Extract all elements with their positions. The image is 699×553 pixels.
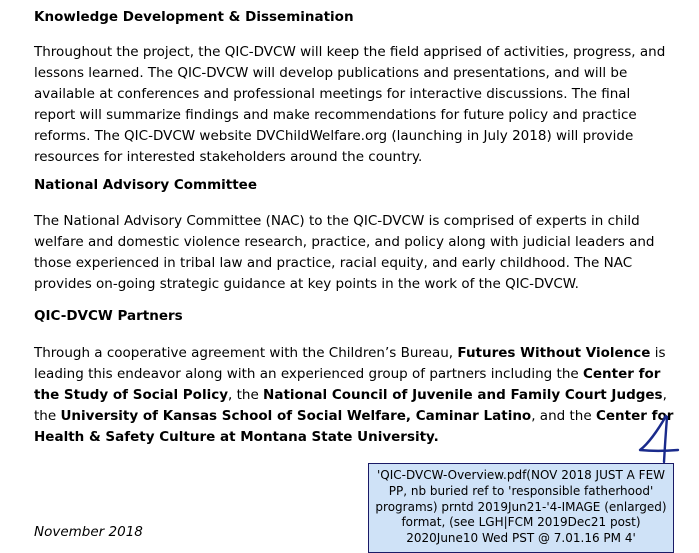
section-heading-national-advisory-committee: National Advisory Committee (34, 177, 257, 193)
section-heading-knowledge-development: Knowledge Development & Dissemination (34, 9, 354, 25)
annotation-note-box: 'QIC-DVCW-Overview.pdf(NOV 2018 JUST A FEW PP, nb buried ref to 'responsible fatherhood' programs) prntd 2019Jun21-'4-IMAGE (enlarged) format, (see LGH|FCM 2019Dec21 post) 2020June10 Wed PST @ 7.01.16 PM 4' (368, 463, 674, 553)
section-paragraph-national-advisory-committee: The National Advisory Committee (NAC) to the QIC-DVCW is comprised of experts in child welfare and domestic violence research, practice, and policy along with judicial leaders and those experienced in tribal law and practice, racial equity, and early childhood. The NAC provides on-going strategic guidance at key points in the work of the QIC-DVCW. (34, 213, 655, 292)
section-paragraph-qic-dvcw-partners: Through a cooperative agreement with the Children’s Bureau, Futures Without Violence is leading this endeavor along with an experienced group of partners including the Center for the Study of Social Policy, the National Council of Juvenile and Family Court Judges, the University of Kansas School of Social Welfare, Caminar Latino, and the Center for Health & Safety Culture at Montana State University. (34, 345, 674, 445)
footer-date: November 2018 (34, 524, 143, 540)
section-paragraph-knowledge-development: Throughout the project, the QIC-DVCW will keep the field apprised of activities, progress, and lessons learned. The QIC-DVCW will develop publications and presentations, and will be available at conferences and professional meetings for interactive discussions. The final report will summarize findings and make recommendations for future policy and practice reforms. The QIC-DVCW website DVChildWelfare.org (launching in July 2018) will provide resources for interested stakeholders around the country. (34, 44, 666, 165)
section-heading-qic-dvcw-partners: QIC-DVCW Partners (34, 308, 183, 324)
